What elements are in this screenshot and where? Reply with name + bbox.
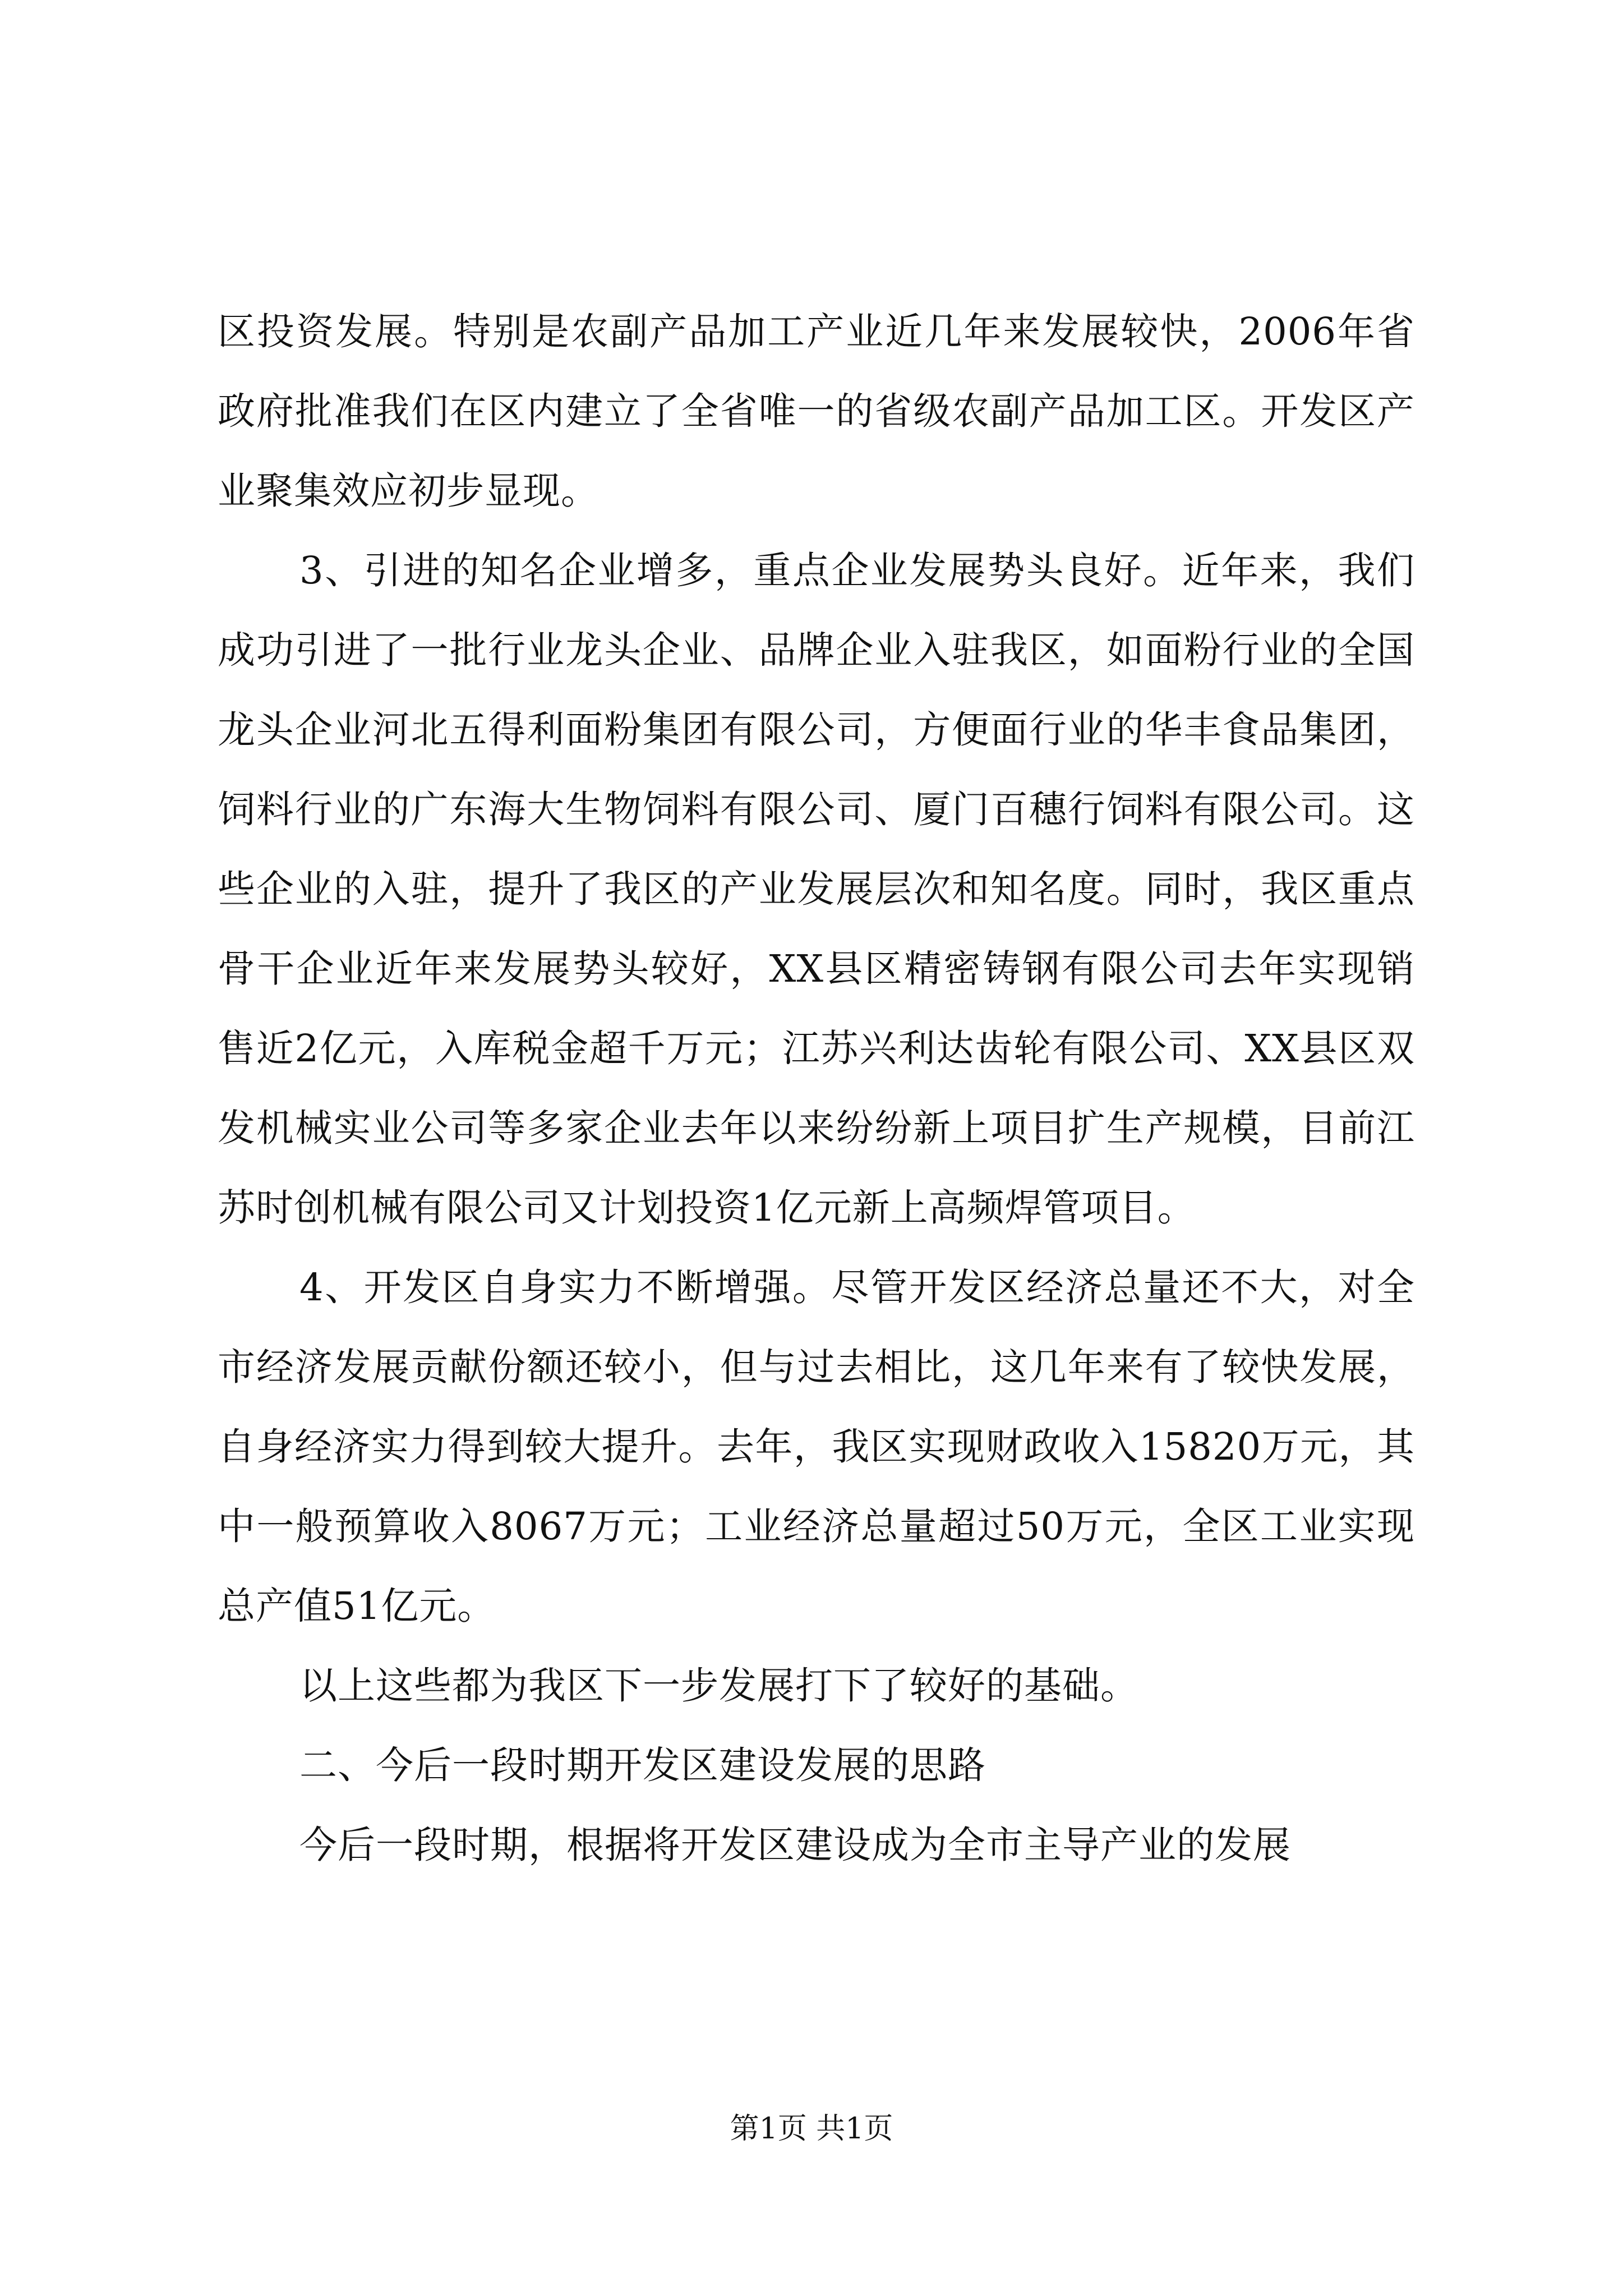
paragraph-item-4: 4、开发区自身实力不断增强。尽管开发区经济总量还不大，对全市经济发展贡献份额还较小，但与过去相比，这几年来有了较快发展，自身经济实力得到较大提升。去年，我区实现财政收入15820万元，其中一般预算收入8067万元；工业经济总量超过50万元，全区工业实现总产值51亿元。 xyxy=(218,1266,1415,1628)
document-body xyxy=(218,292,1415,1885)
paragraph-next: 今后一段时期，根据将开发区建设成为全市主导产业的发展 xyxy=(299,1823,1291,1867)
paragraph-item-3: 3、引进的知名企业增多，重点企业发展势头良好。近年来，我们成功引进了一批行业龙头企业、品牌企业入驻我区，如面粉行业的全国龙头企业河北五得利面粉集团有限公司，方便面行业的华丰食品集团，饲料行业的广东海大生物饲料有限公司、厦门百穗行饲料有限公司。这些企业的入驻，提升了我区的产业发展层次和知名度。同时，我区重点骨干企业近年来发展势头较好，XX县区精密铸钢有限公司去年实现销售近2亿元，入库税金超千万元；江苏兴利达齿轮有限公司、XX县区双发机械实业公司等多家企业去年以来纷纷新上项目扩生产规模，目前江苏时创机械有限公司又计划投资1亿元新上高频焊管项目。 xyxy=(218,549,1415,1230)
paragraph-continuation: 区投资发展。特别是农副产品加工产业近几年来发展较快，2006年省政府批准我们在区内建立了全省唯一的省级农副产品加工区。开发区产业聚集效应初步显现。 xyxy=(218,310,1415,513)
section-heading: 二、今后一段时期开发区建设发展的思路 xyxy=(299,1743,986,1787)
paragraph-summary: 以上这些都为我区下一步发展打下了较好的基础。 xyxy=(299,1664,1138,1708)
page-footer: 第1页 共1页 xyxy=(730,2112,893,2146)
